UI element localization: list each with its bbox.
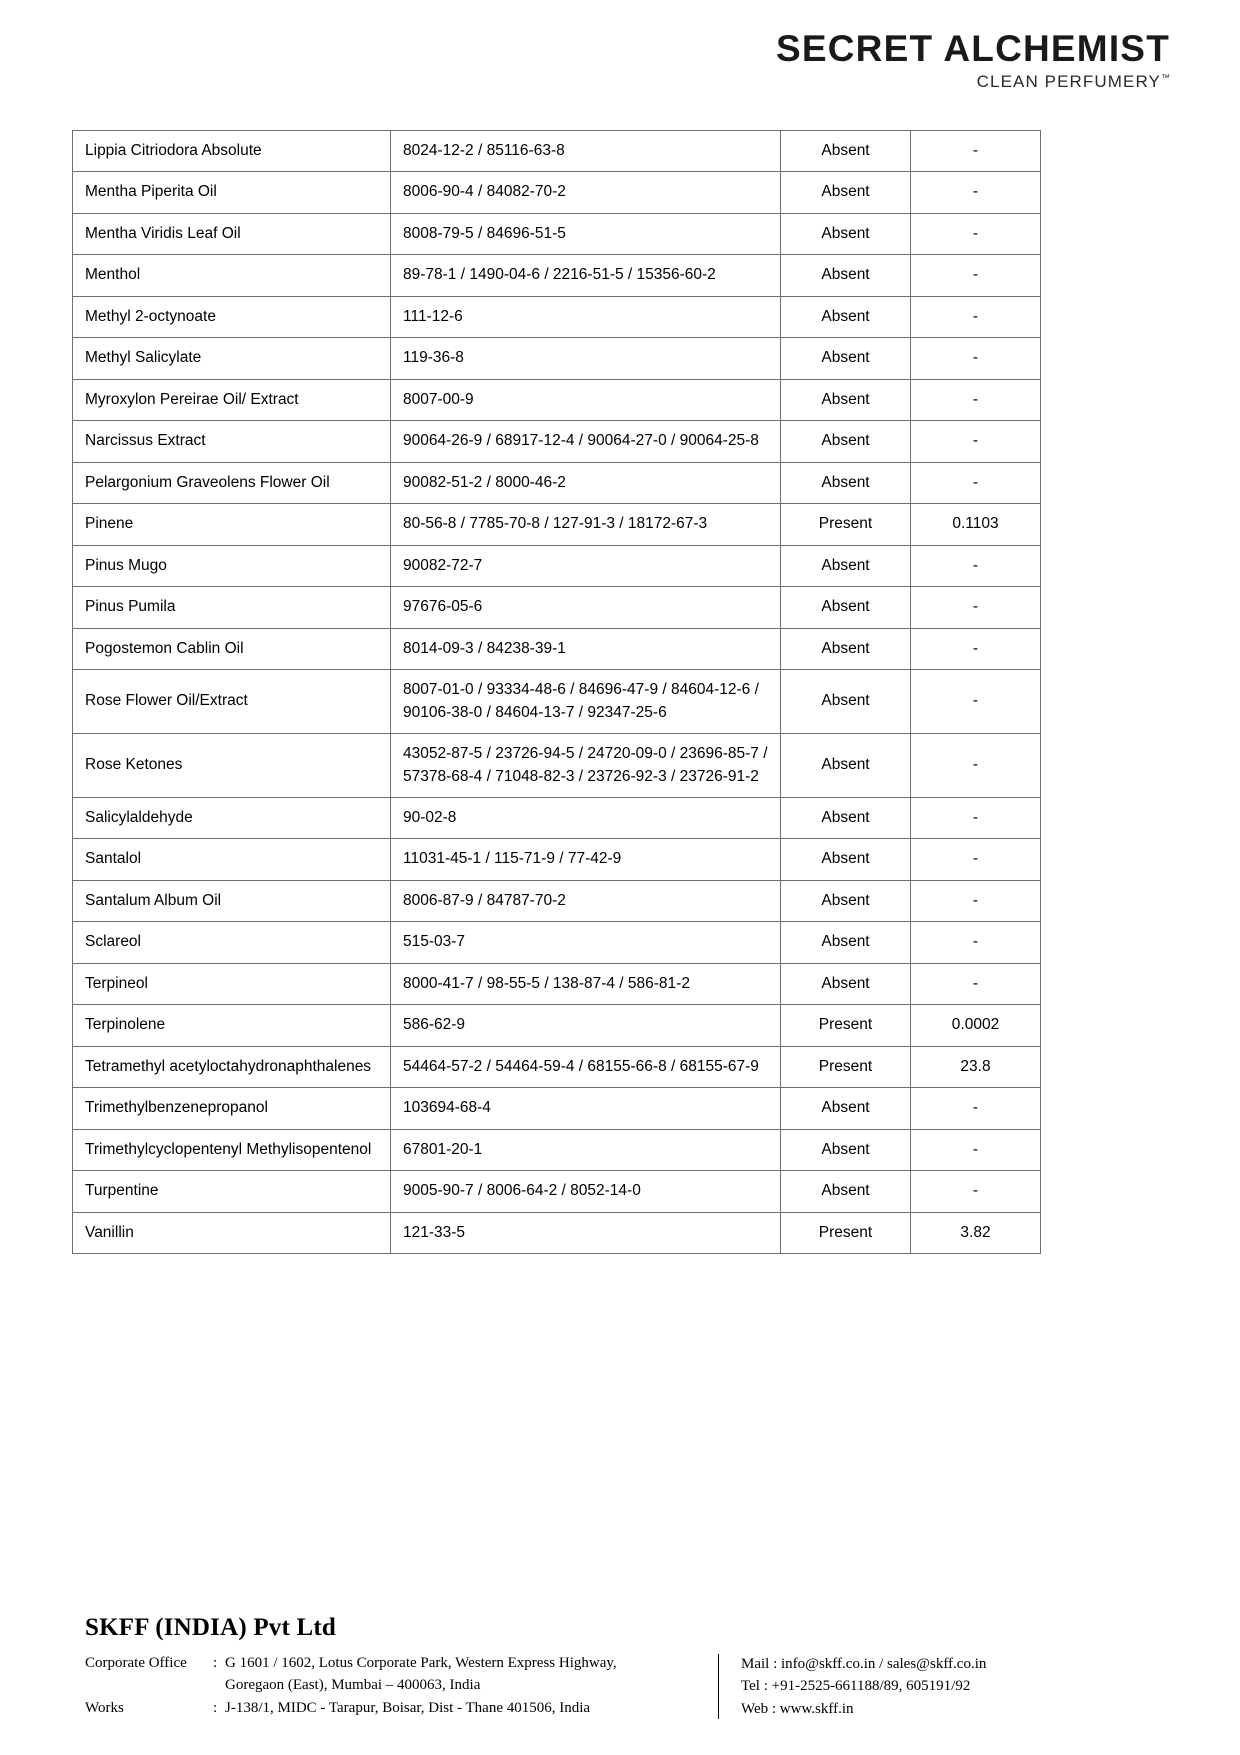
allergen-table: [72, 130, 1041, 1254]
cell-status: Absent: [781, 213, 911, 254]
cell-substance-name: Vanillin: [73, 1212, 391, 1253]
footer-mail-line: Mail : info@skff.co.in / sales@skff.co.in: [741, 1655, 987, 1672]
cell-substance-name: Lippia Citriodora Absolute: [73, 131, 391, 172]
cell-cas-number: 8008-79-5 / 84696-51-5: [391, 213, 781, 254]
works-label: Works: [85, 1700, 124, 1717]
cell-substance-name: Trimethylcyclopentenyl Methylisopentenol: [73, 1129, 391, 1170]
cell-substance-name: Rose Ketones: [73, 734, 391, 798]
cell-value: -: [911, 734, 1041, 798]
cell-status: Absent: [781, 797, 911, 838]
cell-substance-name: Pogostemon Cablin Oil: [73, 628, 391, 669]
cell-status: Absent: [781, 587, 911, 628]
table-row: [73, 1005, 1041, 1046]
trademark-symbol: ™: [1161, 72, 1170, 83]
cell-status: Absent: [781, 1088, 911, 1129]
cell-status: Absent: [781, 131, 911, 172]
table-row: [73, 296, 1041, 337]
cell-value: -: [911, 839, 1041, 880]
footer-company-name: SKFF (INDIA) Pvt Ltd: [85, 1613, 336, 1641]
cell-status: Absent: [781, 338, 911, 379]
table-row: [73, 628, 1041, 669]
cell-cas-number: 8007-00-9: [391, 379, 781, 420]
cell-value: 0.1103: [911, 504, 1041, 545]
cell-status: Absent: [781, 880, 911, 921]
cell-status: Absent: [781, 379, 911, 420]
cell-substance-name: Terpinolene: [73, 1005, 391, 1046]
corporate-office-address-line2: Goregaon (East), Mumbai – 400063, India: [225, 1677, 481, 1694]
cell-substance-name: Mentha Piperita Oil: [73, 172, 391, 213]
cell-cas-number: 103694-68-4: [391, 1088, 781, 1129]
table-row: [73, 213, 1041, 254]
corporate-office-address-line1: G 1601 / 1602, Lotus Corporate Park, Western Express Highway,: [225, 1654, 617, 1671]
cell-cas-number: 90082-51-2 / 8000-46-2: [391, 462, 781, 503]
cell-value: -: [911, 213, 1041, 254]
document-header: [0, 0, 1240, 91]
document-footer: [0, 1614, 1240, 1721]
corporate-office-row: [85, 1652, 710, 1675]
cell-substance-name: Rose Flower Oil/Extract: [73, 670, 391, 734]
cell-value: 23.8: [911, 1046, 1041, 1087]
cell-cas-number: 8007-01-0 / 93334-48-6 / 84696-47-9 / 84604-12-6 / 90106-38-0 / 84604-13-7 / 92347-25-6: [391, 670, 781, 734]
cell-value: -: [911, 1171, 1041, 1212]
cell-substance-name: Methyl Salicylate: [73, 338, 391, 379]
cell-status: Absent: [781, 670, 911, 734]
table-row: [73, 545, 1041, 586]
footer-web-line: Web : www.skff.in: [741, 1701, 854, 1718]
brand-tagline: CLEAN PERFUMERY: [976, 72, 1161, 91]
footer-tel-line: Tel : +91-2525-661188/89, 605191/92: [741, 1678, 971, 1695]
cell-substance-name: Pinus Pumila: [73, 587, 391, 628]
table-row: [73, 734, 1041, 798]
table-row: [73, 839, 1041, 880]
cell-cas-number: 67801-20-1: [391, 1129, 781, 1170]
cell-cas-number: 586-62-9: [391, 1005, 781, 1046]
cell-substance-name: Pelargonium Graveolens Flower Oil: [73, 462, 391, 503]
cell-cas-number: 80-56-8 / 7785-70-8 / 127-91-3 / 18172-67-3: [391, 504, 781, 545]
cell-status: Present: [781, 1005, 911, 1046]
table-row: [73, 797, 1041, 838]
cell-cas-number: 9005-90-7 / 8006-64-2 / 8052-14-0: [391, 1171, 781, 1212]
table-row: [73, 462, 1041, 503]
brand-tagline-wrap: [70, 73, 1170, 91]
table-row: [73, 880, 1041, 921]
cell-value: -: [911, 172, 1041, 213]
cell-status: Absent: [781, 963, 911, 1004]
cell-substance-name: Salicylaldehyde: [73, 797, 391, 838]
cell-value: -: [911, 545, 1041, 586]
cell-cas-number: 11031-45-1 / 115-71-9 / 77-42-9: [391, 839, 781, 880]
cell-cas-number: 8014-09-3 / 84238-39-1: [391, 628, 781, 669]
cell-value: -: [911, 1088, 1041, 1129]
cell-cas-number: 43052-87-5 / 23726-94-5 / 24720-09-0 / 23696-85-7 / 57378-68-4 / 71048-82-3 / 23726-92-3 / 23726-91-2: [391, 734, 781, 798]
table-row: [73, 1046, 1041, 1087]
cell-cas-number: 8000-41-7 / 98-55-5 / 138-87-4 / 586-81-2: [391, 963, 781, 1004]
cell-status: Absent: [781, 1129, 911, 1170]
cell-value: -: [911, 1129, 1041, 1170]
table-row: [73, 172, 1041, 213]
corporate-office-label: Corporate Office: [85, 1654, 187, 1671]
cell-cas-number: 8006-87-9 / 84787-70-2: [391, 880, 781, 921]
table-row: [73, 670, 1041, 734]
cell-cas-number: 8024-12-2 / 85116-63-8: [391, 131, 781, 172]
cell-value: -: [911, 379, 1041, 420]
cell-substance-name: Menthol: [73, 255, 391, 296]
cell-substance-name: Tetramethyl acetyloctahydronaphthalenes: [73, 1046, 391, 1087]
table-row: [73, 963, 1041, 1004]
cell-value: -: [911, 587, 1041, 628]
cell-value: -: [911, 421, 1041, 462]
cell-status: Absent: [781, 172, 911, 213]
cell-cas-number: 97676-05-6: [391, 587, 781, 628]
allergen-table-container: [0, 130, 1240, 1254]
cell-substance-name: Sclareol: [73, 922, 391, 963]
cell-substance-name: Pinene: [73, 504, 391, 545]
cell-substance-name: Pinus Mugo: [73, 545, 391, 586]
cell-substance-name: Mentha Viridis Leaf Oil: [73, 213, 391, 254]
cell-status: Absent: [781, 462, 911, 503]
cell-substance-name: Turpentine: [73, 1171, 391, 1212]
cell-value: -: [911, 628, 1041, 669]
cell-substance-name: Methyl 2-octynoate: [73, 296, 391, 337]
cell-substance-name: Myroxylon Pereirae Oil/ Extract: [73, 379, 391, 420]
footer-address-block: [85, 1652, 710, 1720]
table-row: [73, 255, 1041, 296]
cell-value: -: [911, 880, 1041, 921]
cell-substance-name: Narcissus Extract: [73, 421, 391, 462]
cell-cas-number: 515-03-7: [391, 922, 781, 963]
cell-cas-number: 90064-26-9 / 68917-12-4 / 90064-27-0 / 90064-25-8: [391, 421, 781, 462]
footer-contact-block: [741, 1652, 986, 1721]
table-row: [73, 338, 1041, 379]
cell-value: -: [911, 922, 1041, 963]
cell-status: Absent: [781, 545, 911, 586]
cell-status: Absent: [781, 628, 911, 669]
cell-cas-number: 8006-90-4 / 84082-70-2: [391, 172, 781, 213]
cell-substance-name: Terpineol: [73, 963, 391, 1004]
cell-cas-number: 111-12-6: [391, 296, 781, 337]
cell-substance-name: Trimethylbenzenepropanol: [73, 1088, 391, 1129]
table-row: [73, 1129, 1041, 1170]
cell-status: Absent: [781, 255, 911, 296]
footer-vertical-divider: [718, 1654, 719, 1719]
table-row: [73, 1088, 1041, 1129]
cell-status: Absent: [781, 922, 911, 963]
cell-status: Absent: [781, 734, 911, 798]
cell-value: -: [911, 462, 1041, 503]
footer-columns: [85, 1652, 1168, 1721]
cell-value: -: [911, 296, 1041, 337]
brand-name: SECRET ALCHEMIST: [775, 28, 1170, 69]
cell-value: 3.82: [911, 1212, 1041, 1253]
cell-cas-number: 119-36-8: [391, 338, 781, 379]
cell-cas-number: 90-02-8: [391, 797, 781, 838]
allergen-table-body: [73, 131, 1041, 1254]
cell-cas-number: 121-33-5: [391, 1212, 781, 1253]
cell-value: -: [911, 255, 1041, 296]
works-address: J-138/1, MIDC - Tarapur, Boisar, Dist - Thane 401506, India: [225, 1700, 591, 1717]
cell-status: Absent: [781, 296, 911, 337]
cell-value: -: [911, 797, 1041, 838]
cell-substance-name: Santalol: [73, 839, 391, 880]
cell-status: Present: [781, 1212, 911, 1253]
table-row: [73, 379, 1041, 420]
cell-status: Absent: [781, 1171, 911, 1212]
table-row: [73, 504, 1041, 545]
table-row: [73, 587, 1041, 628]
cell-status: Present: [781, 1046, 911, 1087]
cell-value: -: [911, 670, 1041, 734]
works-row: [85, 1697, 710, 1720]
cell-value: 0.0002: [911, 1005, 1041, 1046]
cell-value: -: [911, 131, 1041, 172]
table-row: [73, 131, 1041, 172]
cell-status: Present: [781, 504, 911, 545]
table-row: [73, 1171, 1041, 1212]
table-row: [73, 922, 1041, 963]
cell-status: Absent: [781, 839, 911, 880]
cell-cas-number: 89-78-1 / 1490-04-6 / 2216-51-5 / 15356-60-2: [391, 255, 781, 296]
cell-status: Absent: [781, 421, 911, 462]
cell-value: -: [911, 963, 1041, 1004]
corporate-office-colon: :: [213, 1654, 218, 1671]
cell-substance-name: Santalum Album Oil: [73, 880, 391, 921]
cell-value: -: [911, 338, 1041, 379]
table-row: [73, 1212, 1041, 1253]
cell-cas-number: 54464-57-2 / 54464-59-4 / 68155-66-8 / 68155-67-9: [391, 1046, 781, 1087]
table-row: [73, 421, 1041, 462]
works-colon: :: [213, 1700, 218, 1717]
cell-cas-number: 90082-72-7: [391, 545, 781, 586]
